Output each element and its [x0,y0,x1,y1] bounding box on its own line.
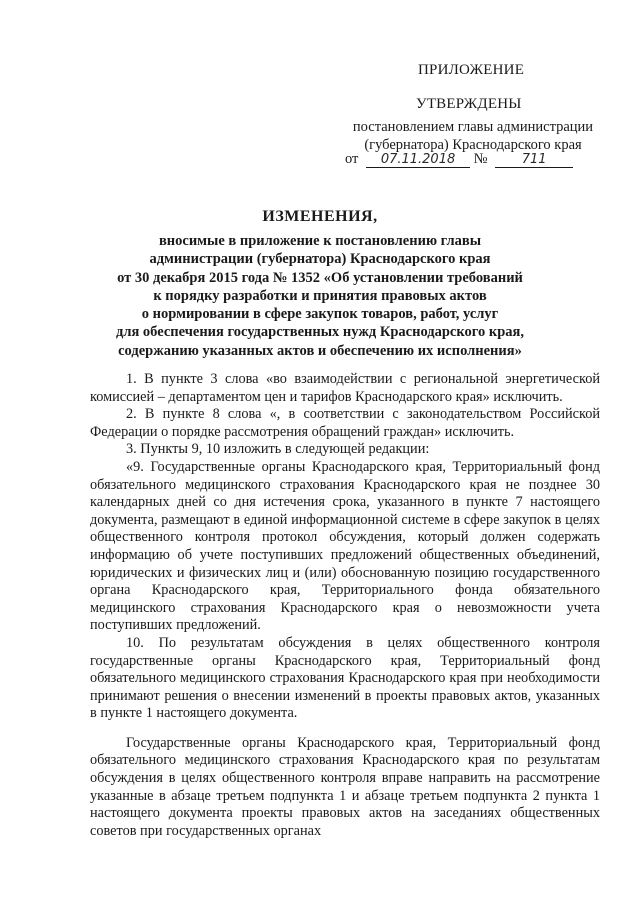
approved-label: УТВЕРЖДЕНЫ [416,96,522,112]
annex-label: ПРИЛОЖЕНИЕ [418,62,525,78]
decree-line: (губернатора) Краснодарского края [364,137,582,153]
number-value: 711 [495,152,573,168]
document-body [90,371,600,840]
decree-line: постановлением главы администрации [352,119,594,135]
heading-line: к порядку разработки и принятия правовых актов [153,287,487,304]
paragraph: 3. Пункты 9, 10 изложить в следующей редакции: [126,441,430,458]
heading-line: о нормировании в сфере закупок товаров, работ, услуг [141,306,499,323]
paragraph: Государственные органы Краснодарского края, Территориальный фонд обязательного медицинского страхования Краснодарского края по результатам обсуждения в целях общественного контроля вправе направить на рассмотрение указанные в абзаце третьем подпункта 1 и абзаце третьем подпункта 2 пункта 1 настоящего документа проекты правовых актов на заседаниях общественных советов при государственных органах [90,734,600,839]
paragraph: 1. В пункте 3 слова «во взаимодействии с региональной энергетической комиссией – департаментом цен и тарифов Краснодарского края» исключить. [90,371,600,405]
number-sign: № [473,151,488,167]
paragraph: 2. В пункте 8 слова «, в соответствии с законодательством Российской Федерации о порядке рассмотрения обращений граждан» исключить. [90,406,600,440]
heading-line: содержанию указанных актов и обеспечению их исполнения» [118,342,522,359]
heading-line: для обеспечения государственных нужд Краснодарского края, [115,324,525,341]
date-value: 07.11.2018 [366,152,470,168]
document-heading [90,208,550,360]
heading-title: ИЗМЕНЕНИЯ, [262,208,378,225]
heading-line: администрации (губернатора) Краснодарского края [149,251,491,268]
date-prefix: от [345,151,359,167]
date-number-row [345,151,573,168]
heading-line: от 30 декабря 2015 года № 1352 «Об установлении требований [117,269,523,286]
heading-line: вносимые в приложение к постановлению главы [158,233,482,249]
decree-reference [338,118,608,154]
paragraph: 10. По результатам обсуждения в целях общественного контроля государственные органы Краснодарского края, Территориальный фонд обязательного медицинского страхования Краснодарского края при необходимости принимают решения о внесении изменений в проекты правовых актов, указанных в пункте 1 настоящего документа. [90,634,600,722]
paragraph: «9. Государственные органы Краснодарского края, Территориальный фонд обязательного медицинского страхования Краснодарского края не позднее 30 календарных дней со дня истечения срока, указанного в пункте 7 настоящего документа, размещают в единой информационной системе в сфере закупок в целях общественного контроля протокол обсуждения, который должен содержать информацию об учете поступивших предложений общественных объединений, юридических и физических лиц и (или) обоснованную позицию государственного органа Краснодарского края, Территориального фонда обязательного медицинского страхования Краснодарского края о невозможности учета поступивших предложений. [90,458,600,634]
